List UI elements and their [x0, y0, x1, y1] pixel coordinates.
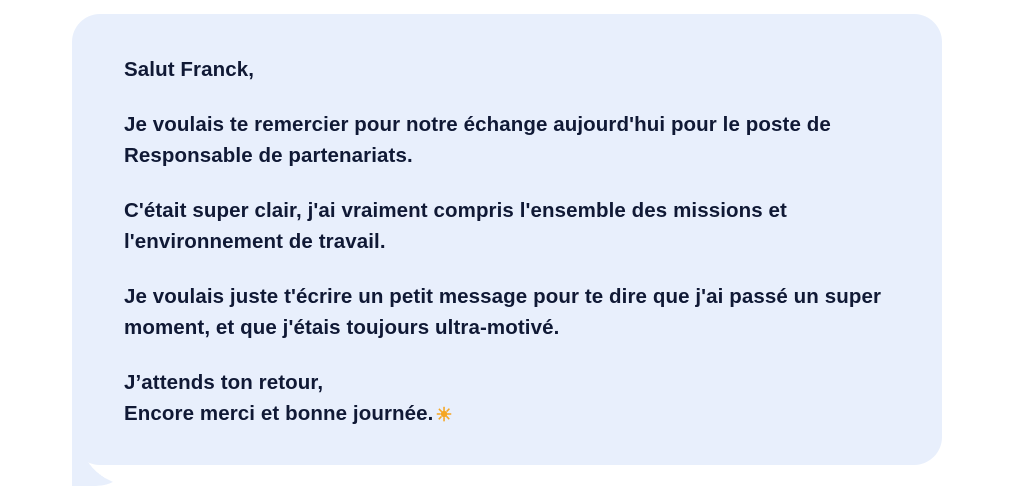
signoff-line-2: Encore merci et bonne journée. — [124, 402, 434, 425]
message-greeting: Salut Franck, — [124, 58, 255, 81]
message-bubble[interactable] — [72, 14, 942, 465]
message-paragraph-1: Je voulais te remercier pour notre échange aujourd'hui pour le poste de Responsable de partenariats. — [124, 113, 837, 167]
message-signoff — [124, 367, 890, 429]
signoff-line-1: J’attends ton retour, — [124, 371, 324, 394]
message-paragraph-2: C'était super clair, j'ai vraiment compris l'ensemble des missions et l'environnement de travail. — [124, 199, 793, 253]
sun-icon: ☀ — [435, 405, 453, 426]
message-paragraph-3: Je voulais juste t'écrire un petit message pour te dire que j'ai passé un super moment, et que j'étais toujours ultra-motivé. — [124, 285, 887, 339]
